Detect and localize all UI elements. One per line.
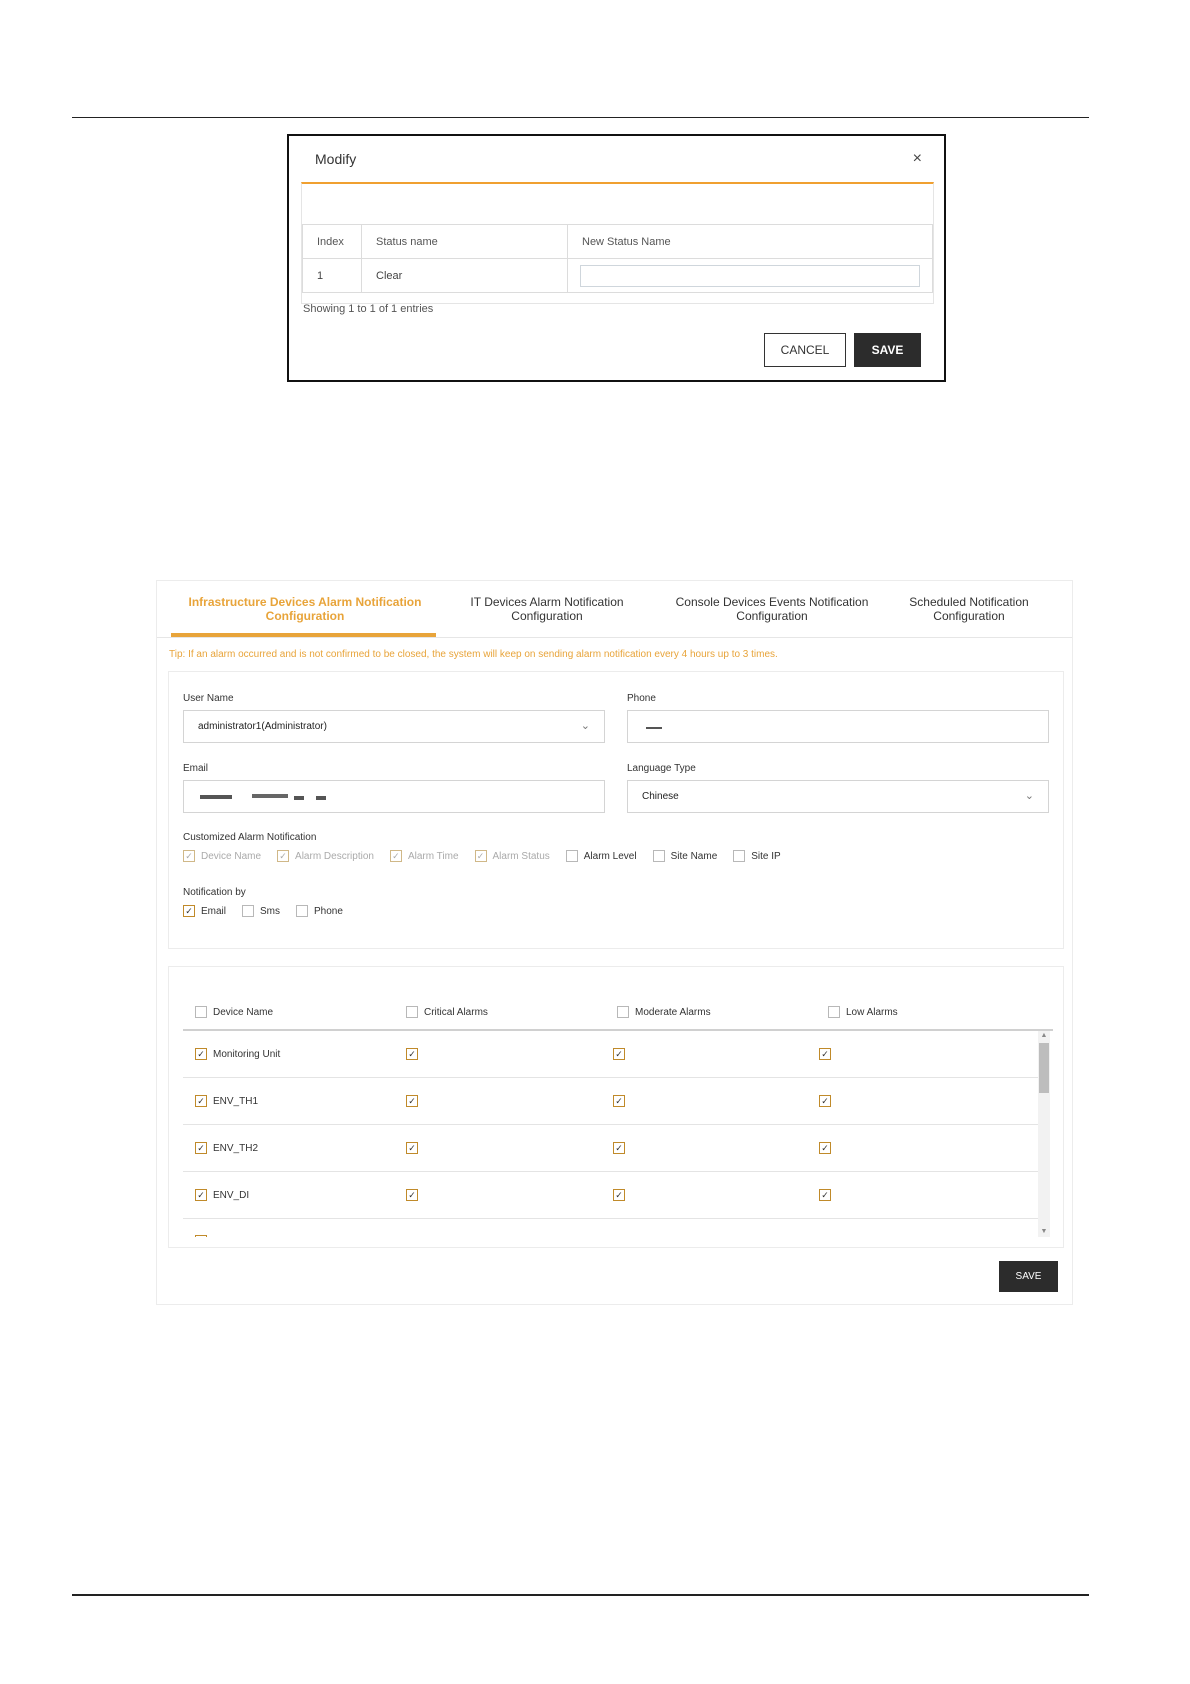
option-label: Alarm Time (407, 850, 459, 862)
user-name-value: administrator1(Administrator) (198, 721, 327, 732)
cell-index: 1 (303, 259, 362, 293)
notification-by-options (183, 905, 359, 917)
device-name-text: ENV_TH1 (213, 1095, 259, 1107)
checkbox[interactable]: ✓ (195, 1095, 207, 1107)
checkbox[interactable]: ✓ (819, 1142, 831, 1154)
tab-label-line1: Infrastructure Devices Alarm Notification (188, 595, 422, 609)
notification-by-label: Notification by (183, 887, 246, 898)
option-device-name (183, 850, 261, 862)
cell-status-name: Clear (362, 259, 568, 293)
moderate-checkbox[interactable] (613, 1189, 631, 1201)
option-label: Device Name (201, 850, 262, 862)
moderate-checkbox[interactable] (613, 1142, 631, 1154)
table-row (183, 1125, 1038, 1172)
header-label: Moderate Alarms (635, 1006, 711, 1018)
option-email[interactable] (183, 905, 226, 917)
tab-label-line2: Configuration (265, 609, 345, 623)
status-table (302, 224, 933, 293)
checkbox[interactable] (566, 850, 578, 862)
tab-label-line2: Configuration (933, 609, 1005, 623)
low-checkbox[interactable] (819, 1095, 837, 1107)
option-alarm-level[interactable] (566, 850, 637, 862)
user-settings-box (168, 671, 1064, 949)
device-name-text: Monitoring Unit (213, 1048, 281, 1060)
showing-entries-text: Showing 1 to 1 of 1 entries (303, 303, 434, 315)
checkbox[interactable] (828, 1006, 840, 1018)
row-device-name[interactable] (195, 1142, 258, 1154)
scroll-thumb[interactable] (1039, 1043, 1049, 1093)
header-device-name[interactable] (195, 1006, 273, 1018)
redacted-email-part (294, 796, 304, 800)
checkbox[interactable]: ✓ (819, 1095, 831, 1107)
redacted-email-part (316, 796, 326, 800)
tab-scheduled-notification[interactable] (889, 595, 1049, 623)
cell-new-status-name (568, 259, 933, 293)
tab-infrastructure-devices[interactable] (185, 595, 425, 623)
critical-checkbox[interactable] (406, 1189, 424, 1201)
option-label: Phone (314, 905, 343, 917)
checkbox[interactable]: ✓ (195, 1048, 207, 1060)
page-bottom-rule (72, 1594, 1089, 1596)
language-type-select[interactable] (627, 780, 1049, 813)
header-label: Low Alarms (846, 1006, 898, 1018)
checkbox[interactable]: ✓ (406, 1189, 418, 1201)
option-sms[interactable] (242, 905, 280, 917)
checkbox[interactable]: ✓ (406, 1142, 418, 1154)
tip-text: Tip: If an alarm occurred and is not confirmed to be closed, the system will keep on sending alarm notification every 4 hours up to 3 times. (169, 649, 778, 660)
col-header-new-status-name: New Status Name (568, 225, 933, 259)
dialog-body (301, 182, 934, 304)
tab-bar (157, 581, 1072, 638)
customized-alarm-options (183, 850, 797, 862)
chevron-down-icon: ⌄ (1024, 790, 1034, 802)
option-label: Alarm Description (295, 850, 374, 862)
table-row (183, 1031, 1038, 1078)
checkbox[interactable] (195, 1006, 207, 1018)
checkbox[interactable]: ✓ (183, 905, 195, 917)
checkbox[interactable] (617, 1006, 629, 1018)
option-label: Site Name (670, 850, 718, 862)
dialog-title: Modify (315, 151, 357, 167)
row-device-name[interactable] (195, 1095, 258, 1107)
checkbox[interactable] (406, 1006, 418, 1018)
close-icon[interactable]: × (912, 150, 922, 167)
tab-label-line1: Console Devices Events Notification (675, 595, 869, 609)
row-device-name[interactable] (195, 1189, 249, 1201)
email-label: Email (183, 763, 209, 774)
page-top-rule (72, 117, 1089, 118)
tab-label-line2: Configuration (511, 609, 583, 623)
active-tab-indicator (171, 633, 436, 637)
option-alarm-status (475, 850, 550, 862)
language-type-value: Chinese (642, 791, 679, 802)
checkbox[interactable]: ✓ (613, 1189, 625, 1201)
device-name-text: ENV_DI (213, 1189, 250, 1201)
critical-checkbox[interactable] (406, 1048, 424, 1060)
phone-input[interactable] (627, 710, 1049, 743)
customized-alarm-label: Customized Alarm Notification (183, 832, 317, 843)
table-row-partial (183, 1219, 1038, 1237)
option-label: Alarm Status (492, 850, 550, 862)
moderate-checkbox[interactable] (613, 1095, 631, 1107)
header-critical-alarms[interactable] (406, 1006, 488, 1018)
checkbox[interactable] (733, 850, 745, 862)
device-name-text: ENV_TH2 (213, 1142, 259, 1154)
checkbox[interactable] (242, 905, 254, 917)
header-low-alarms[interactable] (828, 1006, 898, 1018)
language-type-label: Language Type (627, 763, 696, 774)
tab-it-devices[interactable] (447, 595, 647, 623)
checkbox: ✓ (183, 850, 195, 862)
redacted-email-part (200, 795, 232, 799)
checkbox[interactable]: ✓ (819, 1048, 831, 1060)
checkbox: ✓ (475, 850, 487, 862)
email-input[interactable] (183, 780, 605, 813)
option-site-name[interactable] (653, 850, 718, 862)
option-label: Alarm Level (583, 850, 637, 862)
modify-dialog (287, 134, 946, 382)
cancel-button[interactable]: CANCEL (764, 333, 846, 367)
moderate-checkbox[interactable] (613, 1048, 631, 1060)
header-moderate-alarms[interactable] (617, 1006, 711, 1018)
chevron-down-icon: ⌄ (580, 720, 590, 732)
checkbox[interactable]: ✓ (195, 1142, 207, 1154)
user-name-label: User Name (183, 693, 234, 704)
checkbox[interactable]: ✓ (613, 1142, 625, 1154)
checkbox[interactable] (195, 1235, 207, 1237)
notification-config-panel (156, 580, 1073, 1305)
tab-label-line1: Scheduled Notification (909, 595, 1029, 609)
col-header-status-name: Status name (362, 225, 568, 259)
critical-checkbox[interactable] (406, 1095, 424, 1107)
device-table-body (183, 1031, 1038, 1237)
save-button[interactable]: SAVE (854, 333, 921, 367)
low-checkbox[interactable] (819, 1189, 837, 1201)
table-row (183, 1078, 1038, 1125)
scrollbar[interactable] (1038, 1031, 1050, 1237)
option-phone[interactable] (296, 905, 343, 917)
checkbox[interactable]: ✓ (613, 1048, 625, 1060)
phone-label: Phone (627, 693, 656, 704)
device-alarm-box (168, 966, 1064, 1248)
tab-label-line2: Configuration (736, 609, 808, 623)
option-site-ip[interactable] (733, 850, 780, 862)
checkbox: ✓ (277, 850, 289, 862)
table-row (183, 1172, 1038, 1219)
checkbox[interactable]: ✓ (613, 1095, 625, 1107)
checkbox[interactable]: ✓ (406, 1048, 418, 1060)
checkbox: ✓ (390, 850, 402, 862)
user-name-select[interactable] (183, 710, 605, 743)
scroll-down-icon[interactable]: ▼ (1040, 1228, 1048, 1235)
header-label: Critical Alarms (424, 1006, 488, 1018)
partial-checkbox[interactable] (195, 1235, 213, 1237)
option-label: Sms (260, 905, 281, 917)
tab-console-devices[interactable] (661, 595, 883, 623)
checkbox[interactable]: ✓ (819, 1189, 831, 1201)
checkbox[interactable] (296, 905, 308, 917)
low-checkbox[interactable] (819, 1048, 837, 1060)
redacted-phone (646, 727, 662, 729)
checkbox[interactable] (653, 850, 665, 862)
redacted-email-part (252, 794, 288, 798)
checkbox[interactable]: ✓ (406, 1095, 418, 1107)
option-alarm-description (277, 850, 374, 862)
option-alarm-time (390, 850, 459, 862)
scroll-up-icon[interactable]: ▲ (1040, 1032, 1048, 1039)
table-header-row (303, 225, 933, 259)
new-status-name-input[interactable] (580, 265, 920, 287)
option-label: Email (201, 905, 227, 917)
tab-label-line1: IT Devices Alarm Notification (470, 595, 624, 609)
table-row (303, 259, 933, 293)
critical-checkbox[interactable] (406, 1142, 424, 1154)
col-header-index: Index (303, 225, 362, 259)
option-label: Site IP (751, 850, 781, 862)
header-label: Device Name (213, 1006, 274, 1018)
row-device-name[interactable] (195, 1048, 280, 1060)
checkbox[interactable]: ✓ (195, 1189, 207, 1201)
low-checkbox[interactable] (819, 1142, 837, 1154)
device-table-header (183, 995, 1053, 1031)
save-config-button[interactable]: SAVE (999, 1261, 1058, 1292)
